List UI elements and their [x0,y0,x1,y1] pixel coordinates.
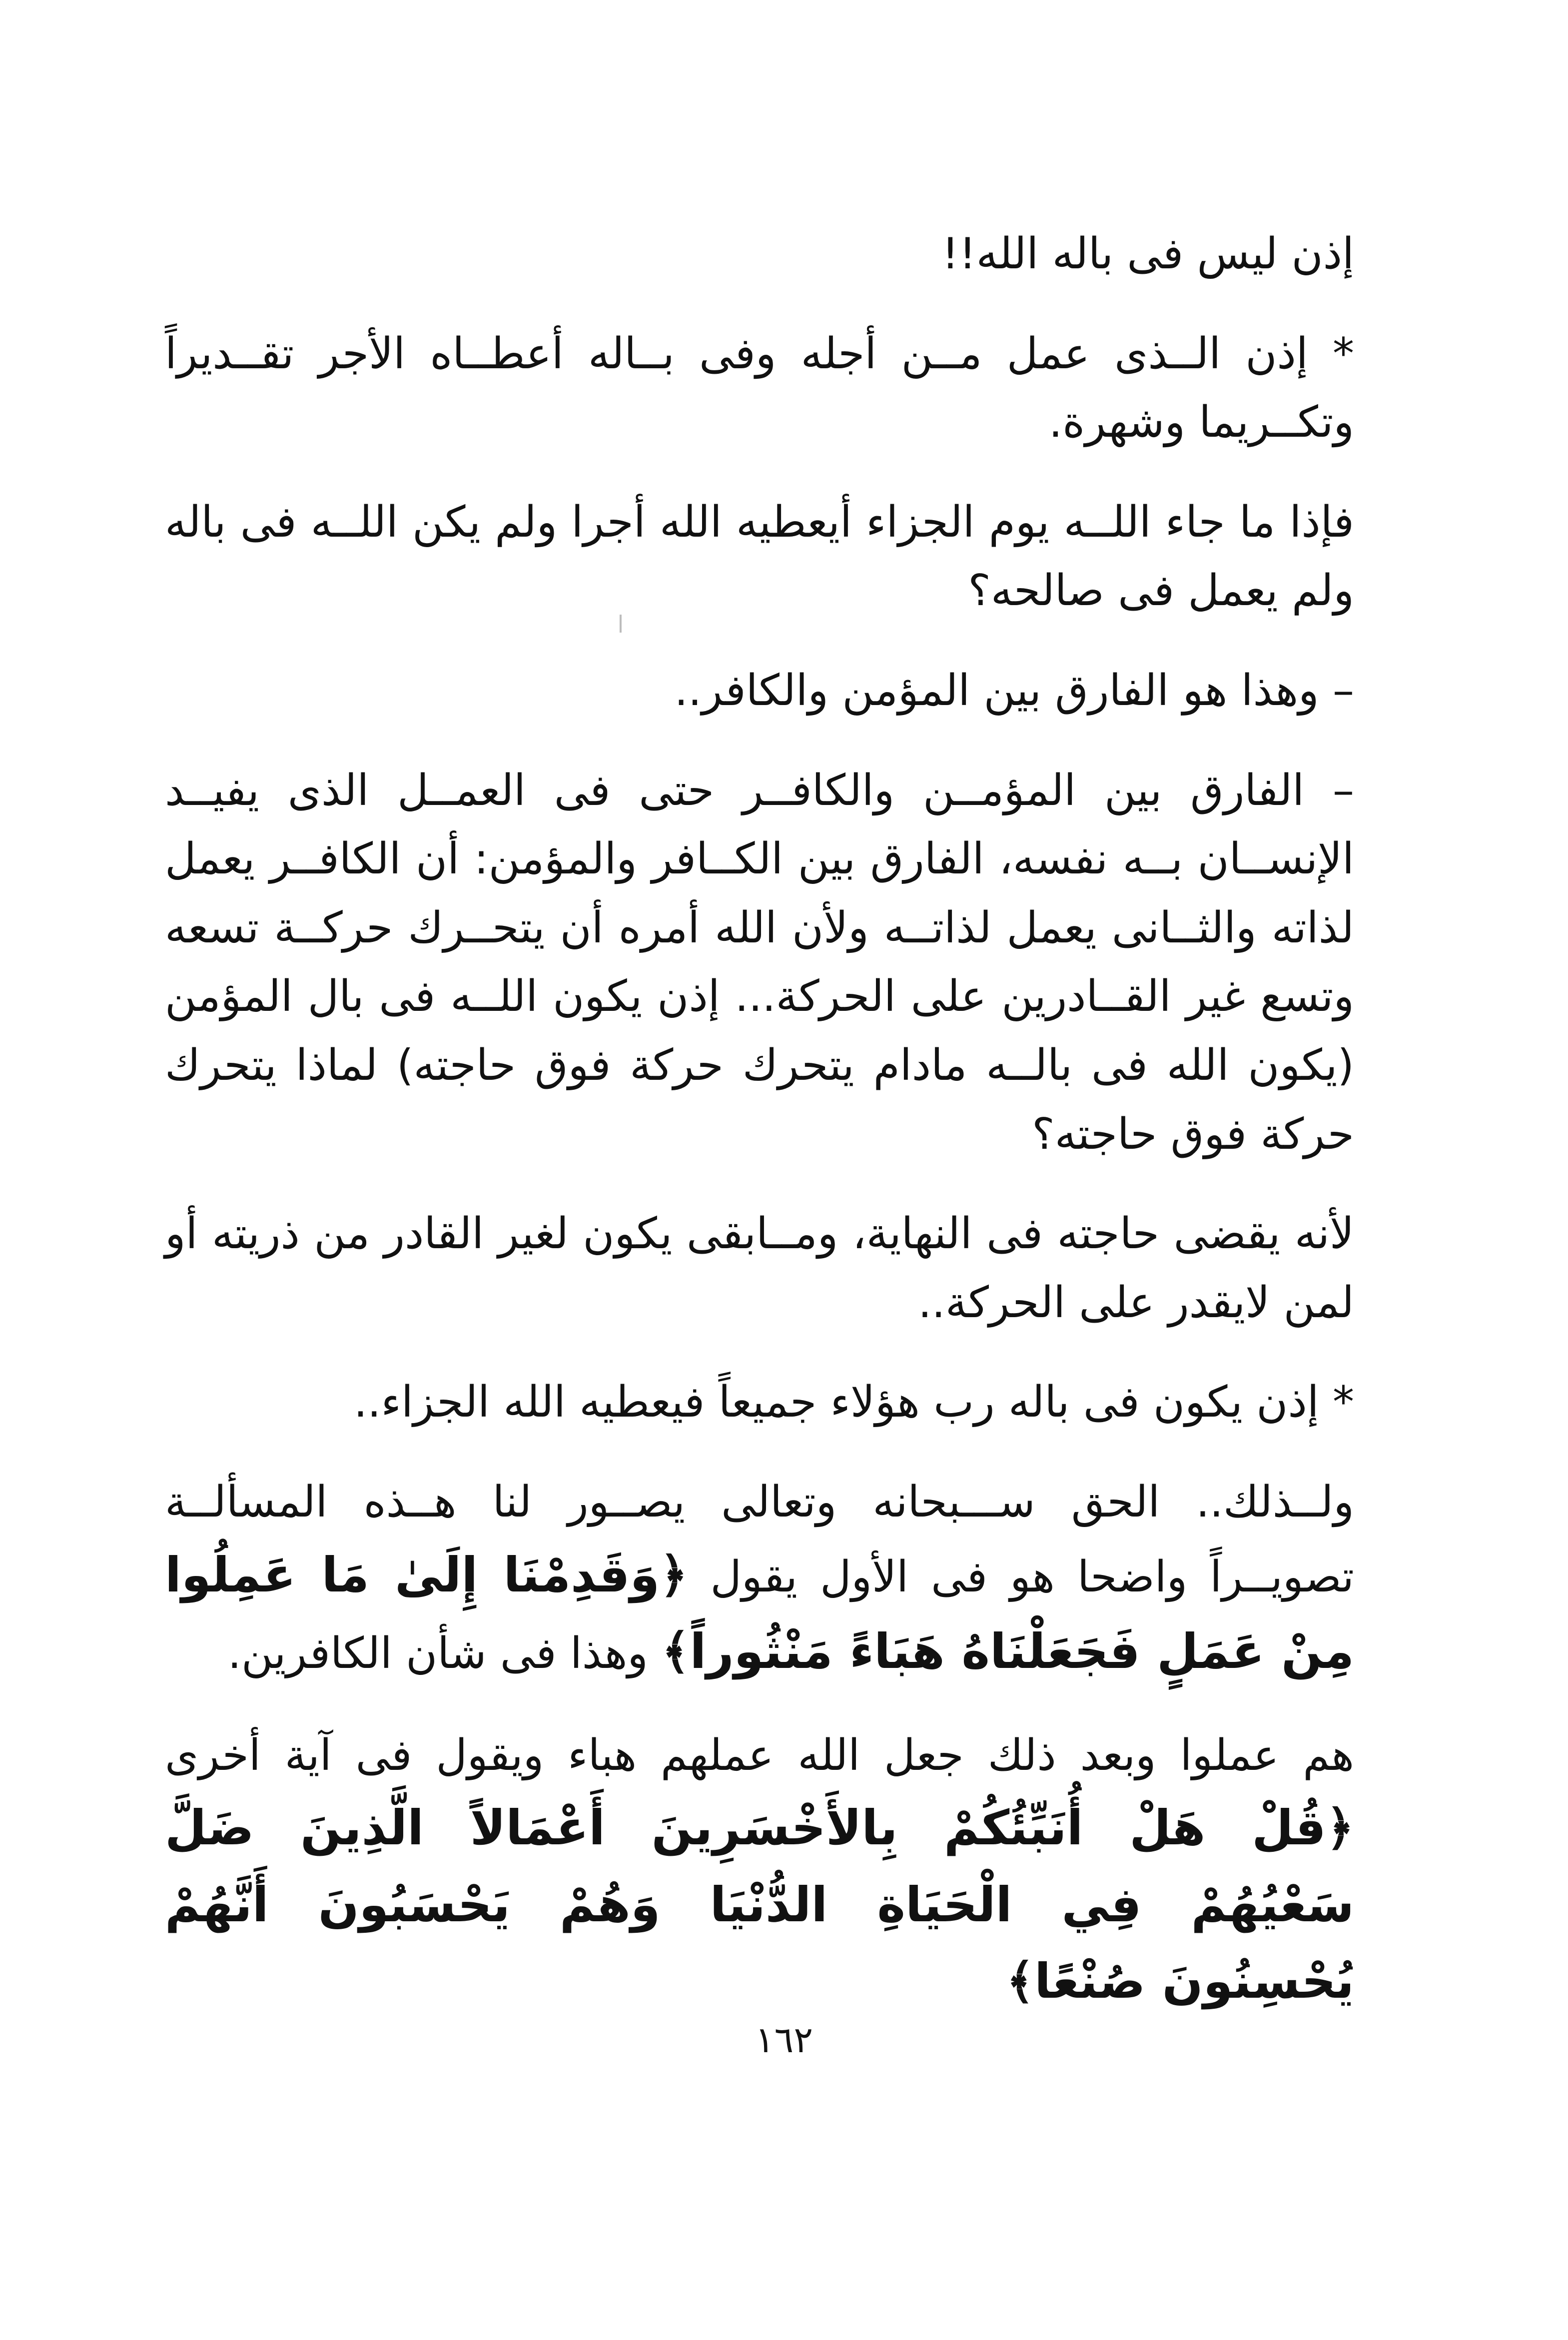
paragraph-with-quran-verse [165,1721,1354,2020]
paragraph: * إذن يكون فى باله رب هؤلاء جميعاً فيعطيه الله الجزاء.. [353,1377,1354,1428]
paragraph-text: هم عملوا وبعد ذلك جعل الله عملهم هباء ويقول فى آية أخرى [165,1730,1354,1780]
body-text [165,220,1354,2051]
quran-verse: ﴿وَقَدِمْنَا إِلَىٰ مَا عَمِلُوا مِنْ عَمَلٍ فَجَعَلْنَاهُ هَبَاءً مَنْثُوراً﴾ [165,1547,1354,1680]
scan-mark [620,615,622,633]
paragraph: – الفارق بين المؤمــن والكافــر حتى فى العمــل الذى يفيــد الإنســان بــه نفسه، الفارق بين الكــافر والمؤمن: أن الكافــر يعمل لذاته والثــانى يعمل لذاتــه ولأن الله أمره أن يتحــرك حركــة تسعه وتسع غير القــادرين على الحركة... إذن يكون اللــه فى بال المؤمن (يكون الله فى بالــه مادام يتحرك حركة فوق حاجته) لماذا يتحرك حركة فوق حاجته؟ [165,765,1354,1159]
paragraph: لأنه يقضى حاجته فى النهاية، ومــابقى يكون لغير القادر من ذريته أو لمن لايقدر على الحركة.. [165,1209,1354,1328]
paragraph-text: وهذا فى شأن الكافرين. [227,1628,662,1679]
paragraph: * إذن الــذى عمل مــن أجله وفى بــاله أعطــاه الأجر تقــديراً وتكــريما وشهرة. [165,328,1354,448]
quran-verse: ﴿قُلْ هَلْ أُنَبِّئُكُمْ بِالأَخْسَرِينَ أَعْمَالاً الَّذِينَ ضَلَّ سَعْيُهُمْ فِي الْحَيَاةِ الدُّنْيَا وَهُمْ يَحْسَبُونَ أَنَّهُمْ يُحْسِنُونَ صُنْعًا﴾ [165,1800,1354,2010]
paragraph-with-quran-verse [165,1468,1354,1690]
paragraph: فإذا ما جاء اللــه يوم الجزاء أيعطيه الله أجرا ولم يكن اللــه فى باله ولم يعمل فى صالحه؟ [165,497,1354,616]
paragraph: إذن ليس فى باله الله!! [941,229,1354,279]
page-number: ١٦٢ [755,2019,813,2061]
paragraph: – وهذا هو الفارق بين المؤمن والكافر.. [674,665,1354,716]
paragraph-text: ولــذلك.. الحق ســـبحانه وتعالى يصــور لنا هــذه المسألــة تصويــراً واضحا هو فى الأول يقول [165,1477,1354,1602]
